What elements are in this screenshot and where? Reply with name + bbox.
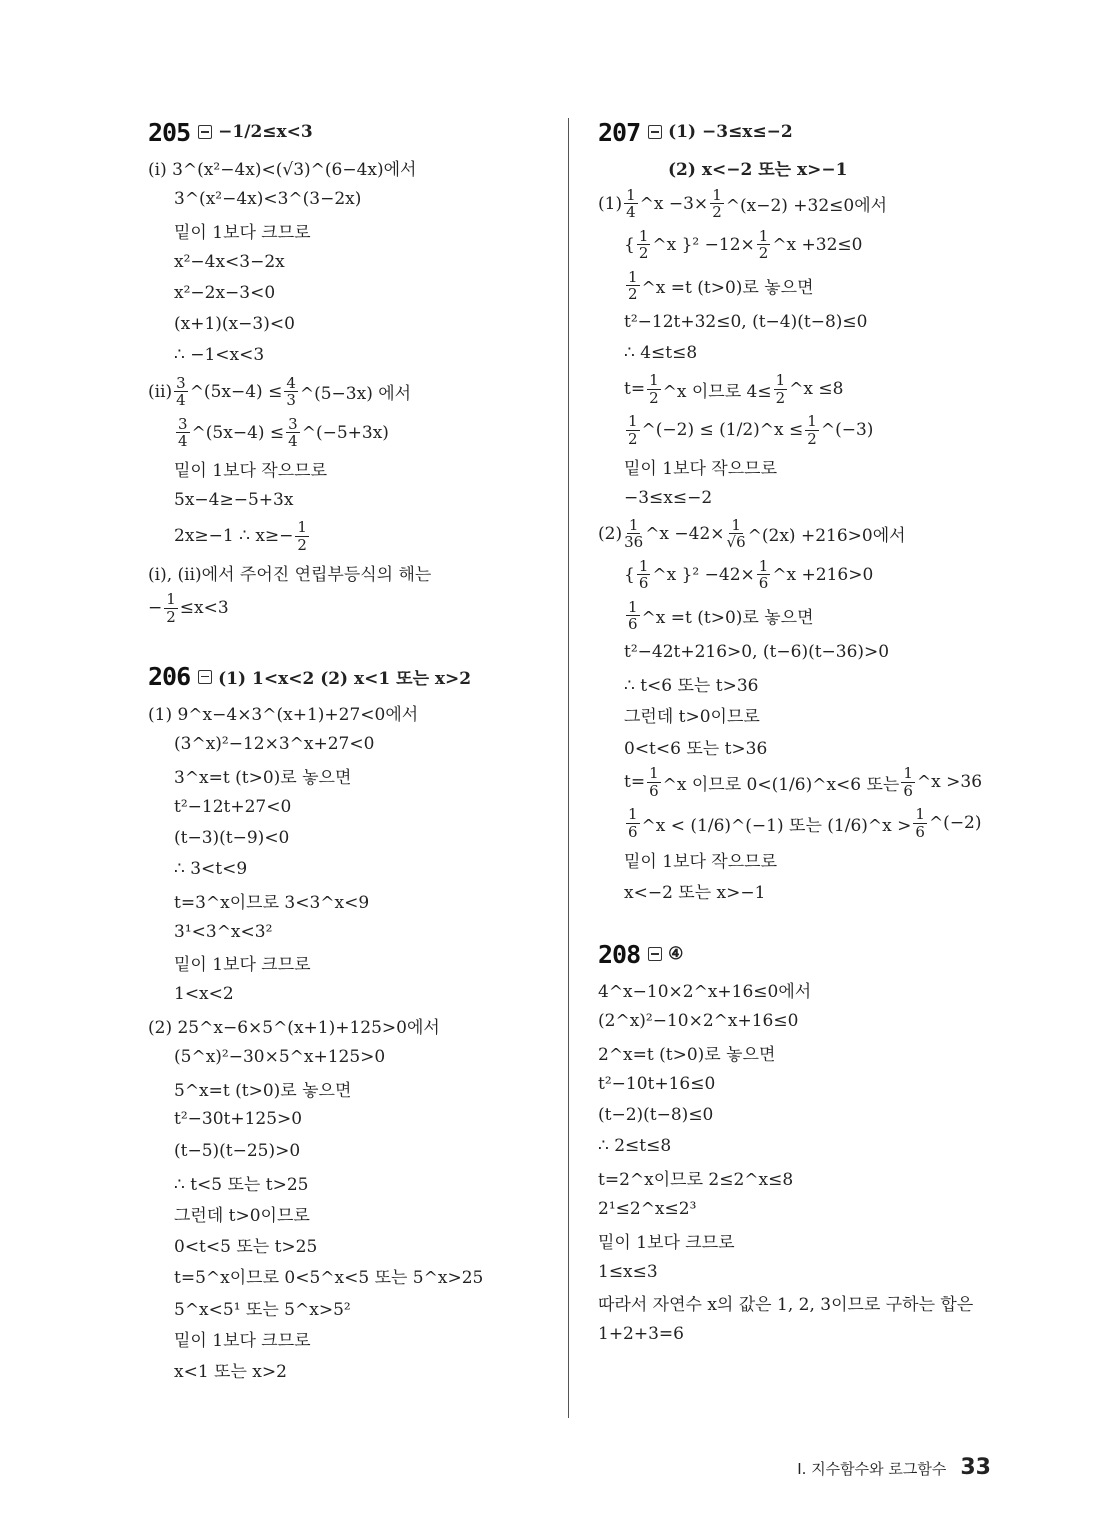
solution-line: (x+1)(x−3)<0	[174, 314, 295, 335]
answer-icon	[648, 125, 662, 139]
expr-prefix: {	[624, 234, 635, 255]
denominator: 2	[638, 244, 649, 263]
solution-line: 밑이 1보다 크므로	[174, 1331, 311, 1352]
numerator: 1	[649, 371, 659, 390]
denominator: √6	[726, 533, 746, 552]
expr-suffix: ^(x−2) +32≤0에서	[725, 196, 888, 217]
solution-line: 3^(x²−4x)<3^(3−2x)	[174, 188, 362, 209]
expr-prefix: t=	[624, 379, 646, 400]
expr-suffix: ^(−2)	[928, 813, 982, 834]
fraction	[164, 591, 178, 625]
fraction	[647, 372, 661, 406]
solution-line-fraction	[598, 595, 1018, 636]
fraction	[174, 375, 188, 409]
fraction	[637, 558, 651, 592]
solution-line: ∴ −1<x<3	[174, 345, 265, 366]
numerator: 3	[288, 414, 298, 433]
denominator: 2	[712, 203, 722, 222]
solution-line-fraction	[148, 371, 558, 412]
denominator: 2	[166, 607, 176, 626]
solution-line-fraction	[598, 803, 1018, 844]
right-column	[598, 112, 1018, 1350]
denominator: 4	[176, 391, 186, 410]
solution-line: −3≤x≤−2	[624, 487, 713, 508]
expr-middle: ^x < (1/6)^(−1) 또는 (1/6)^x >	[641, 815, 912, 836]
solution-line: (2) x<−2 또는 x>−1	[668, 160, 848, 181]
expr-middle: ^x −3×	[639, 193, 709, 214]
solution-line: 따라서 자연수 x의 값은 1, 2, 3이므로 구하는 합은	[598, 1295, 974, 1316]
denominator: 4	[626, 203, 636, 222]
denominator: 2	[649, 388, 659, 407]
expr-middle: ^x 이므로 0<(1/6)^x<6 또는	[662, 774, 900, 795]
fraction	[913, 806, 927, 840]
solution-line: 3^x=t (t>0)로 놓으면	[174, 767, 352, 788]
denominator: 2	[758, 244, 769, 263]
page-footer	[797, 1455, 991, 1480]
answer-icon	[648, 947, 662, 961]
answer-text: −1/2≤x<3	[218, 122, 313, 142]
solution-line-fraction	[598, 369, 1018, 410]
fraction	[710, 187, 724, 221]
numerator: 1	[807, 412, 817, 431]
left-column	[148, 112, 558, 1386]
solution-line-fraction	[148, 588, 558, 629]
solution-line: 1<x<2	[174, 984, 234, 1005]
fraction	[805, 413, 819, 447]
expr-suffix: ^x +216>0	[772, 564, 874, 585]
solution-line: t²−12t+27<0	[174, 796, 292, 817]
solution-line: 4^x−10×2^x+16≤0에서	[598, 982, 812, 1003]
solution-line-fraction	[148, 412, 558, 453]
problem-header	[148, 657, 558, 697]
numerator: 1	[775, 371, 786, 390]
fraction	[624, 187, 638, 221]
answer-text: (1) 1<x<2 (2) x<1 또는 x>2	[218, 669, 472, 690]
denominator: 2	[297, 535, 307, 554]
solution-line: (2) 25^x−6×5^(x+1)+125>0에서	[148, 1018, 440, 1039]
denominator: 6	[758, 574, 769, 593]
denominator: 4	[178, 432, 188, 451]
denominator: 2	[807, 429, 817, 448]
denominator: 4	[288, 432, 298, 451]
fraction	[757, 558, 771, 592]
solution-line: (t−3)(t−9)<0	[174, 827, 290, 848]
numerator: 1	[638, 556, 649, 575]
numerator: 3	[176, 373, 186, 392]
expr-middle: ^(5x−4) ≤	[189, 381, 283, 402]
spacer	[148, 629, 558, 657]
denominator: 6	[915, 822, 925, 841]
fraction	[626, 413, 640, 447]
solution-line: 그런데 t>0이므로	[624, 707, 760, 728]
denominator: 6	[649, 781, 659, 800]
solution-line: 밑이 1보다 크므로	[174, 222, 311, 243]
denominator: 2	[628, 429, 638, 448]
expr-middle: ^x }² −42×	[652, 564, 755, 585]
spacer	[598, 906, 1018, 934]
fraction	[647, 765, 661, 799]
numerator: 1	[915, 805, 925, 824]
expr-prefix: t=	[624, 772, 646, 793]
solution-line: 5x−4≥−5+3x	[174, 490, 294, 511]
expr-suffix: ^(−5+3x)	[301, 422, 389, 443]
solution-line: 밑이 1보다 작으므로	[174, 461, 327, 482]
solution-line-fraction	[598, 762, 1018, 803]
solution-line: 5^x<5¹ 또는 5^x>5²	[174, 1299, 351, 1320]
fraction	[284, 375, 298, 409]
denominator: 6	[628, 615, 638, 634]
expr-prefix: {	[624, 564, 635, 585]
problem-header	[148, 112, 558, 152]
denominator: 6	[903, 781, 913, 800]
answer-icon	[198, 125, 212, 139]
solution-line: t=5^x이므로 0<5^x<5 또는 5^x>25	[174, 1268, 484, 1289]
solution-line: ∴ t<5 또는 t>25	[174, 1174, 309, 1195]
solution-line: 밑이 1보다 작으므로	[624, 459, 777, 480]
numerator: 1	[626, 185, 636, 204]
numerator: 1	[628, 515, 639, 534]
fraction	[901, 765, 915, 799]
solution-line: x²−4x<3−2x	[174, 251, 285, 272]
numerator: 1	[758, 556, 769, 575]
solution-line: ∴ 3<t<9	[174, 859, 248, 880]
expr-prefix: 2x≥−1 ∴ x≥−	[174, 526, 294, 547]
numerator: 1	[297, 518, 307, 537]
solution-line: 0<t<5 또는 t>25	[174, 1237, 318, 1258]
problem-number: 208	[598, 939, 641, 969]
expr-suffix: ^x >36	[916, 772, 983, 793]
solution-line: ∴ 2≤t≤8	[598, 1136, 672, 1157]
problem-number: 207	[598, 117, 641, 147]
solution-line: 1≤x≤3	[598, 1261, 658, 1282]
column-divider	[568, 118, 569, 1418]
expr-middle: ^x 이므로 4≤	[662, 381, 772, 402]
solution-line-fraction	[598, 513, 1018, 554]
solution-line: t²−42t+216>0, (t−6)(t−36)>0	[624, 642, 890, 663]
solution-line: 밑이 1보다 작으므로	[624, 851, 777, 872]
chapter-title: Ⅰ. 지수함수와 로그함수	[797, 1460, 947, 1478]
solution-line: ∴ 4≤t≤8	[624, 343, 698, 364]
answer-icon	[198, 670, 212, 684]
fraction	[626, 269, 640, 303]
solution-line: ∴ t<6 또는 t>36	[624, 675, 759, 696]
fraction	[176, 416, 190, 450]
solution-line: 밑이 1보다 크므로	[598, 1232, 735, 1253]
expr-middle: ^(5x−4) ≤	[191, 422, 285, 443]
numerator: 1	[903, 764, 913, 783]
fraction	[626, 806, 640, 840]
solution-line: (3^x)²−12×3^x+27<0	[174, 733, 375, 754]
numerator: 1	[758, 226, 769, 245]
solution-line: 0<t<6 또는 t>36	[624, 738, 768, 759]
numerator: 1	[628, 412, 638, 431]
expr-suffix: ^(5−3x) 에서	[299, 384, 412, 405]
denominator: 3	[286, 391, 296, 410]
numerator: 4	[286, 373, 296, 392]
solution-line: 2^x=t (t>0)로 놓으면	[598, 1045, 776, 1065]
numerator: 1	[649, 764, 659, 783]
expr-suffix: ^x +32≤0	[772, 234, 863, 255]
solution-line: x<1 또는 x>2	[174, 1362, 287, 1383]
denominator: 2	[775, 388, 786, 407]
denominator: 36	[624, 533, 644, 552]
denominator: 6	[628, 822, 638, 841]
solution-line: 그런데 t>0이므로	[174, 1205, 310, 1226]
fraction	[295, 519, 309, 553]
numerator: 1	[712, 185, 722, 204]
solution-line: t=2^x이므로 2≤2^x≤8	[598, 1170, 794, 1191]
numerator: 1	[166, 590, 176, 609]
solution-line: (t−2)(t−8)≤0	[598, 1105, 714, 1126]
solution-line: x²−2x−3<0	[174, 282, 276, 303]
solution-line: (t−5)(t−25)>0	[174, 1140, 301, 1161]
solution-line: t²−30t+125>0	[174, 1109, 303, 1130]
problem-header	[598, 934, 1018, 974]
problem-number: 205	[148, 117, 191, 147]
fraction	[637, 228, 651, 262]
expr-suffix: ^(2x) +216>0에서	[747, 526, 906, 547]
fraction	[626, 599, 640, 633]
fraction	[624, 517, 643, 551]
numerator: 1	[628, 805, 638, 824]
expr-prefix: −	[148, 598, 163, 619]
numerator: 1	[628, 597, 638, 616]
expr-prefix: (ⅱ)	[148, 381, 173, 402]
solution-line: 3¹<3^x<3²	[174, 921, 273, 942]
expr-middle: ^x }² −12×	[652, 234, 755, 255]
solution-line: (1) 9^x−4×3^(x+1)+27<0에서	[148, 705, 419, 726]
solution-line: (ⅰ) 3^(x²−4x)<(√3)^(6−4x)에서	[148, 160, 417, 181]
solution-line-fraction	[598, 410, 1018, 451]
solution-line: 1+2+3=6	[598, 1324, 684, 1345]
expr-middle: ≤x<3	[179, 598, 229, 619]
denominator: 2	[628, 285, 638, 304]
denominator: 6	[638, 574, 649, 593]
solution-line: (ⅰ), (ⅱ)에서 주어진 연립부등식의 해는	[148, 564, 432, 585]
solution-line: 밑이 1보다 크므로	[174, 955, 311, 976]
page-number: 33	[960, 1455, 991, 1480]
numerator: 1	[731, 515, 741, 534]
solution-line-fraction	[598, 554, 1018, 595]
expr-middle: ^(−2) ≤ (1/2)^x ≤	[641, 420, 804, 441]
solution-line-fraction	[148, 516, 558, 557]
solution-line: (2^x)²−10×2^x+16≤0	[598, 1011, 799, 1032]
solution-line: t²−12t+32≤0, (t−4)(t−8)≤0	[624, 311, 868, 332]
solution-line-fraction	[598, 183, 1018, 224]
numerator: 3	[178, 414, 188, 433]
solution-line: 5^x=t (t>0)로 놓으면	[174, 1080, 352, 1101]
problem-header	[598, 112, 1018, 152]
fraction	[727, 517, 746, 551]
solution-line: (5^x)²−30×5^x+125>0	[174, 1046, 386, 1067]
fraction	[774, 372, 788, 406]
solution-line-fraction	[598, 265, 1018, 306]
solution-line-fraction	[598, 224, 1018, 265]
solution-line: x<−2 또는 x>−1	[624, 883, 766, 904]
numerator: 1	[638, 226, 649, 245]
expr-prefix: (1)	[598, 193, 623, 214]
expr-middle: ^x =t (t>0)로 놓으면	[641, 608, 814, 629]
fraction	[757, 228, 771, 262]
fraction	[286, 416, 300, 450]
expr-suffix: ^x ≤8	[789, 379, 844, 400]
expr-middle: ^x −42×	[645, 523, 725, 544]
solution-line: t=3^x이므로 3<3^x<9	[174, 892, 370, 913]
answer-text: ④	[668, 944, 684, 965]
problem-number: 206	[148, 662, 191, 692]
expr-prefix: (2)	[598, 523, 623, 544]
answer-text: (1) −3≤x≤−2	[668, 122, 793, 142]
expr-middle: ^x =t (t>0)로 놓으면	[641, 278, 814, 299]
solution-line: 2¹≤2^x≤2³	[598, 1198, 697, 1219]
numerator: 1	[628, 267, 638, 286]
expr-suffix: ^(−3)	[820, 420, 874, 441]
solution-line: t²−10t+16≤0	[598, 1073, 716, 1094]
